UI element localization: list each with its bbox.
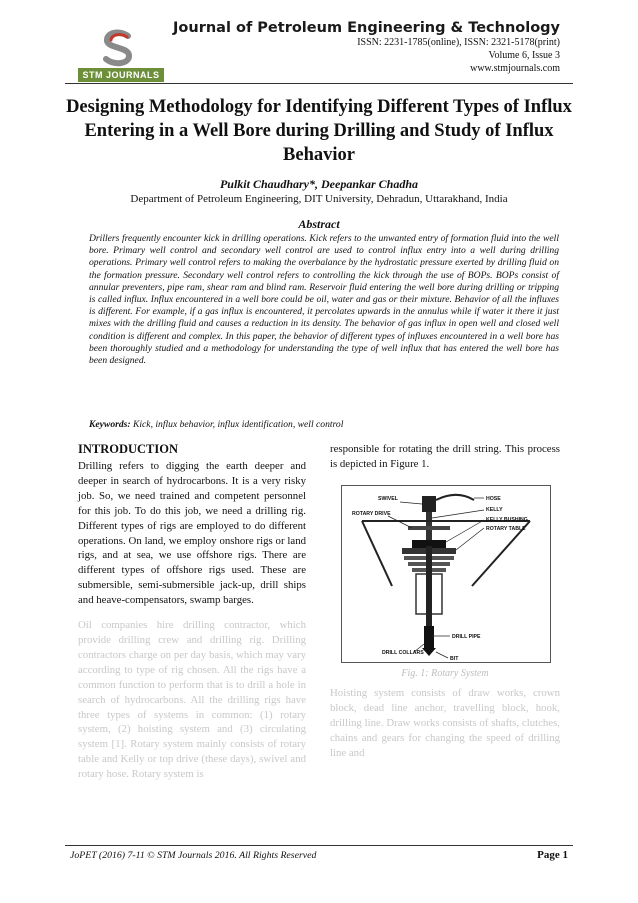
right-column-lower <box>330 686 560 761</box>
article-title: Designing Methodology for Identifying Different Types of Influx Entering in a Well Bore during Drilling and Study of Influx Behavior <box>66 97 572 165</box>
abstract-heading: Abstract <box>298 217 340 231</box>
header-divider <box>65 83 573 84</box>
keywords-text: Kick, influx behavior, influx identification, well control <box>132 419 344 430</box>
intro-heading: INTRODUCTION <box>78 442 179 456</box>
hose-line <box>436 495 474 500</box>
publisher-logo <box>78 28 164 86</box>
keywords <box>89 419 559 430</box>
volume-issue: Volume 6, Issue 3 <box>488 50 560 61</box>
label-drill-pipe: DRILL PIPE <box>452 634 481 640</box>
figure-caption: Fig. 1: Rotary System <box>401 668 489 679</box>
page-number: Page 1 <box>537 849 568 861</box>
keywords-label: Keywords: <box>89 419 131 430</box>
affiliation: Department of Petroleum Engineering, DIT University, Dehradun, Uttarakhand, India <box>130 193 508 205</box>
intro-paragraph-1: Drilling refers to digging the earth deeper and deeper in search of hydrocarbons. It is a very risky job. So, we need trained and competent personnel for this job. To do this job, we need a drilling rig. Different types of rigs are employed to do different operations. On land, we employ onshore rigs or land rigs, and at sea, we use offshore rigs. There are different types of offshore rigs used. These are submersible, semi-submersible jack-up, drill ships and heave-compensators, swamp barges. <box>78 460 306 607</box>
issn: ISSN: 2231-1785(online), ISSN: 2321-5178(print) <box>357 37 560 48</box>
journal-title: Journal of Petroleum Engineering & Technology <box>173 20 560 36</box>
label-hose: HOSE <box>486 496 501 502</box>
right-paragraph-2: Hoisting system consists of draw works, crown block, dead line anchor, travelling block, hook, drilling line. Draw works consists of shafts, clutches, chains and gears for changing the speed of drilling line and <box>330 687 560 759</box>
label-kelly-bushing: KELLY BUSHING <box>486 517 528 523</box>
label-rotary-table: ROTARY TABLE <box>486 526 526 532</box>
drill-pipe-shape <box>426 546 432 636</box>
intro-paragraph-2: Oil companies hire drilling contractor, which provide drilling crew and drilling rig. Drilling contractors charge on per day basis, which may vary according to type of rig chosen. All the rigs have a common function to perform that is to drill a hole in search of hydrocarbons. All the drilling rigs have three types of systems in common: (1) rotary system, (2) hoisting system and (3) circulating system [1]. Rotary system mainly consists of rotary table and Kelly or top drive (these days), swivel and rotary hose. Rotary system is <box>78 619 306 781</box>
right-column <box>330 442 560 472</box>
swivel-shape <box>422 496 436 512</box>
footer-divider <box>65 845 573 846</box>
journal-website: www.stmjournals.com <box>470 63 560 74</box>
journal-info <box>173 20 560 75</box>
logo-text: STM JOURNALS <box>78 68 164 82</box>
stm-logo-icon <box>98 28 138 68</box>
bit-shape <box>422 648 436 656</box>
left-column <box>78 442 306 782</box>
label-swivel: SWIVEL <box>378 496 398 502</box>
label-rotary-drive: ROTARY DRIVE <box>352 511 391 517</box>
figure-rotary-system <box>341 485 551 663</box>
authors: Pulkit Chaudhary*, Deepankar Chadha <box>219 177 419 191</box>
label-bit: BIT <box>450 656 459 662</box>
label-drill-collars: DRILL COLLARS <box>382 650 424 656</box>
right-paragraph-1: responsible for rotating the drill string. This process is depicted in Figure 1. <box>330 443 560 470</box>
drill-collars-shape <box>424 626 434 648</box>
footer-citation: JoPET (2016) 7-11 © STM Journals 2016. All Rights Reserved <box>70 850 317 861</box>
label-kelly: KELLY <box>486 507 503 513</box>
rotary-system-diagram <box>342 486 550 662</box>
abstract-text: Drillers frequently encounter kick in drilling operations. Kick refers to the unwanted entry of formation fluid into the well bore. Primary well control and secondary well control are used to control influx entry into a well during drilling operations. Primary well control refers to making the overbalance by the hydrostatic pressure exerted by drilling fluid on the formation pressure. Secondary well control refers to controlling the kick through the use of BOPs. BOPs consist of annular preventers, pipe ram, shear ram and blind ram. Reservoir fluid entering the well bore during drilling or tripping is called influx. Influx encountered in a well bore could be oil, water and gas or their mixture. Behavior of all the influxes is different. For example, if a gas influx is encountered, it percolates upwards in the annulus while if water it there it just mixes with the drilling fluid and causes a reduction in its density. The behavior of gas influx in open well and closed well condition is different and complex. In this paper, the behavior of different types of influxes encountered in a well bore has been thoroughly studied and a methodology for understanding the type of well influx that has entered the well bore has been designed. <box>89 233 559 367</box>
